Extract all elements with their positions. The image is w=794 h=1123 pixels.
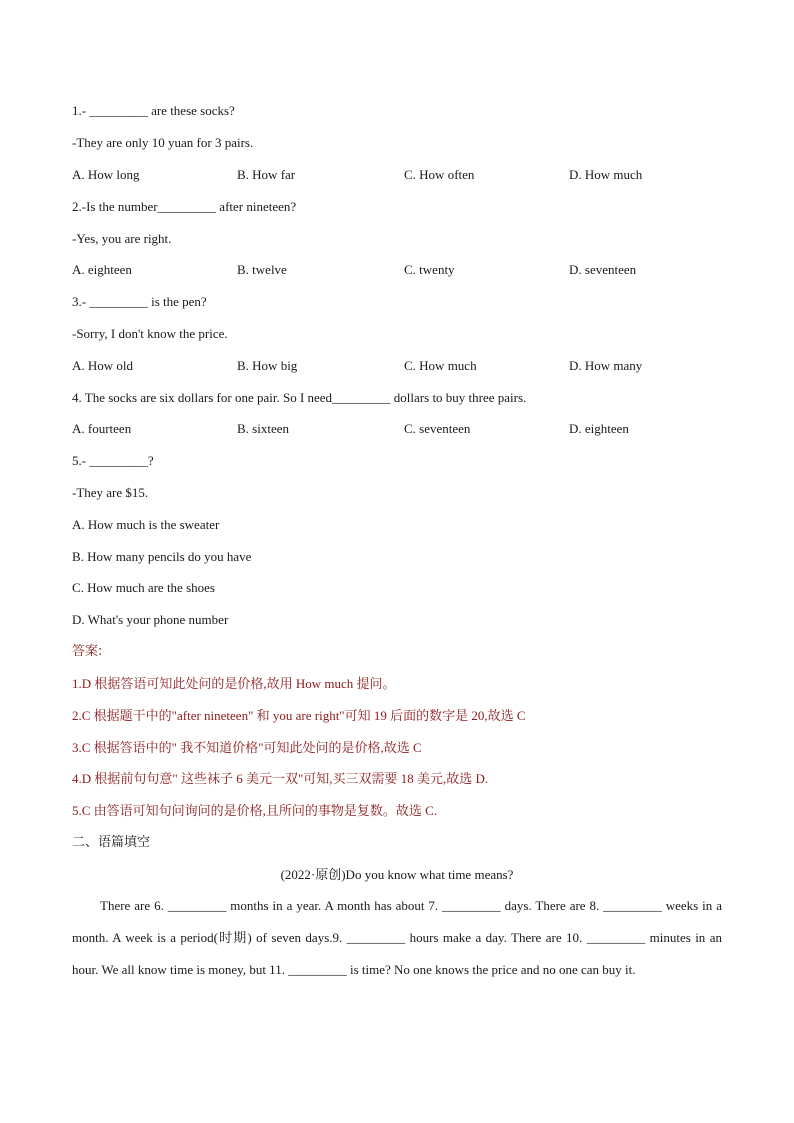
option-a: A. fourteen — [72, 421, 132, 436]
section-heading: 二、语篇填空 — [72, 835, 151, 850]
option-c: C. How much — [404, 358, 477, 373]
passage-paragraph: There are 6. _________ months in a year. A month has about 7. _________ days. There are 8. _________ weeks in a month. A week is a period(时期) of seven days.9. _________ hours make a day. There are 10. _________ minutes in an hour. We all know time is money, but 11. _________ is time? No one knows the price and no one can buy it. — [72, 898, 722, 977]
question-2-reply: -Yes, you are right. — [72, 231, 172, 246]
option-b: B. twelve — [237, 262, 287, 277]
question-5-option-d: D. What's your phone number — [72, 612, 229, 627]
question-3-stem: 3.- _________ is the pen? — [72, 294, 207, 309]
option-d: D. seventeen — [569, 262, 637, 277]
answers-label: 答案: — [72, 644, 103, 659]
passage-title: (2022·原创)Do you know what time means? — [280, 867, 514, 882]
answer-1: 1.D 根据答语可知此处问的是价格,故用 How much 提问。 — [72, 676, 396, 691]
option-c: C. twenty — [404, 262, 455, 277]
question-4-stem: 4. The socks are six dollars for one pair. So I need_________ dollars to buy three pairs. — [72, 390, 527, 405]
question-5-stem: 5.- _________? — [72, 453, 154, 468]
answer-5: 5.C 由答语可知句问询问的是价格,且所问的事物是复数。故选 C. — [72, 803, 438, 818]
option-a: A. How old — [72, 358, 134, 373]
question-4-options — [72, 421, 732, 437]
question-5-option-b: B. How many pencils do you have — [72, 549, 252, 564]
option-d: D. How many — [569, 358, 643, 373]
question-5-option-c: C. How much are the shoes — [72, 580, 215, 595]
option-c: C. How often — [404, 167, 475, 182]
question-5-reply: -They are $15. — [72, 485, 149, 500]
option-d: D. eighteen — [569, 421, 629, 436]
answer-2: 2.C 根据题干中的"after nineteen" 和 you are right"可知 19 后面的数字是 20,故选 C — [72, 708, 526, 723]
question-2-options — [72, 262, 732, 278]
answer-4: 4.D 根据前句句意" 这些袜子 6 美元一双"可知,买三双需要 18 美元,故选 D. — [72, 771, 489, 786]
question-3-reply: -Sorry, I don't know the price. — [72, 326, 228, 341]
answer-3: 3.C 根据答语中的" 我不知道价格"可知此处问的是价格,故选 C — [72, 740, 422, 755]
question-1-reply: -They are only 10 yuan for 3 pairs. — [72, 135, 254, 150]
question-3-options — [72, 358, 732, 374]
option-b: B. How big — [237, 358, 298, 373]
question-1-stem: 1.- _________ are these socks? — [72, 103, 235, 118]
option-a: A. eighteen — [72, 262, 132, 277]
option-c: C. seventeen — [404, 421, 471, 436]
option-a: A. How long — [72, 167, 140, 182]
question-2-stem: 2.-Is the number_________ after nineteen? — [72, 199, 297, 214]
option-b: B. sixteen — [237, 421, 289, 436]
question-5-option-a: A. How much is the sweater — [72, 517, 220, 532]
option-b: B. How far — [237, 167, 296, 182]
option-d: D. How much — [569, 167, 643, 182]
question-1-options — [72, 167, 732, 183]
